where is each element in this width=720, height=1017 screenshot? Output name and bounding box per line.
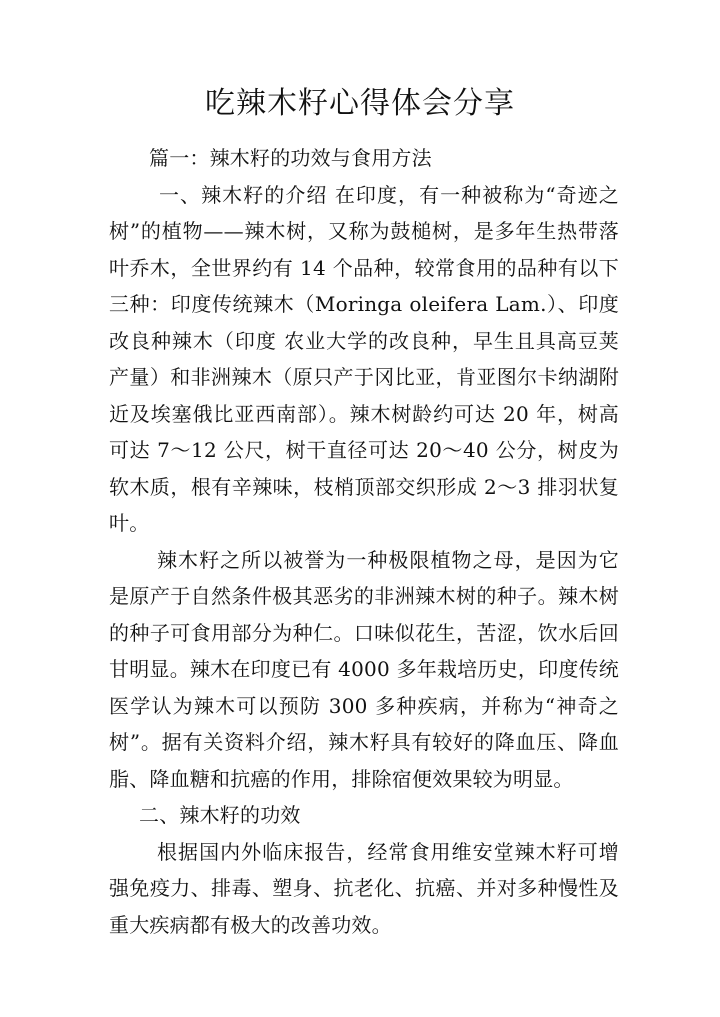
paragraph-intro: 一、辣木籽的介绍 在印度，有一种被称为“奇迹之树”的植物——辣木树，又称为鼓槌树，是多年生热带落叶乔木，全世界约有 14 个品种，较常食用的品种有以下三种：印度传统辣木（Moringa oleifera Lam.）、印度改良种辣木（印度 农业大学的改良种，早生且具高豆荚产量）和非洲辣木（原只产于冈比亚，肯亚图尔卡纳湖附近及埃塞俄比亚西南部）。辣木树龄约可达 20 年，树高可达 7～12 公尺，树干直径可达 20～40 公分，树皮为软木质，根有辛辣味，枝梢顶部交织形成 2～3 排羽状复叶。 (109, 182, 619, 535)
document-body (109, 140, 619, 943)
section-heading-effects: 二、辣木籽的功效 (139, 803, 301, 827)
document-title: 吃辣木籽心得体会分享 (205, 86, 515, 121)
section-subtitle: 篇一：辣木籽的功效与食用方法 (149, 146, 432, 170)
paragraph-origin: 辣木籽之所以被誉为一种极限植物之母，是因为它是原产于自然条件极其恶劣的非洲辣木树的种子。辣木树的种子可食用部分为种仁。口味似花生，苦涩，饮水后回甘明显。辣木在印度已有 4000 多年栽培历史，印度传统医学认为辣木可以预防 300 多种疾病，并称为“神奇之树”。据有关资料介绍，辣木籽具有较好的降血压、降血脂、降血糖和抗癌的作用，排除宿便效果较为明显。 (109, 547, 619, 791)
paragraph-effects: 根据国内外临床报告，经常食用维安堂辣木籽可增强免疫力、排毒、塑身、抗老化、抗癌、并对多种慢性及重大疾病都有极大的改善功效。 (109, 839, 619, 937)
